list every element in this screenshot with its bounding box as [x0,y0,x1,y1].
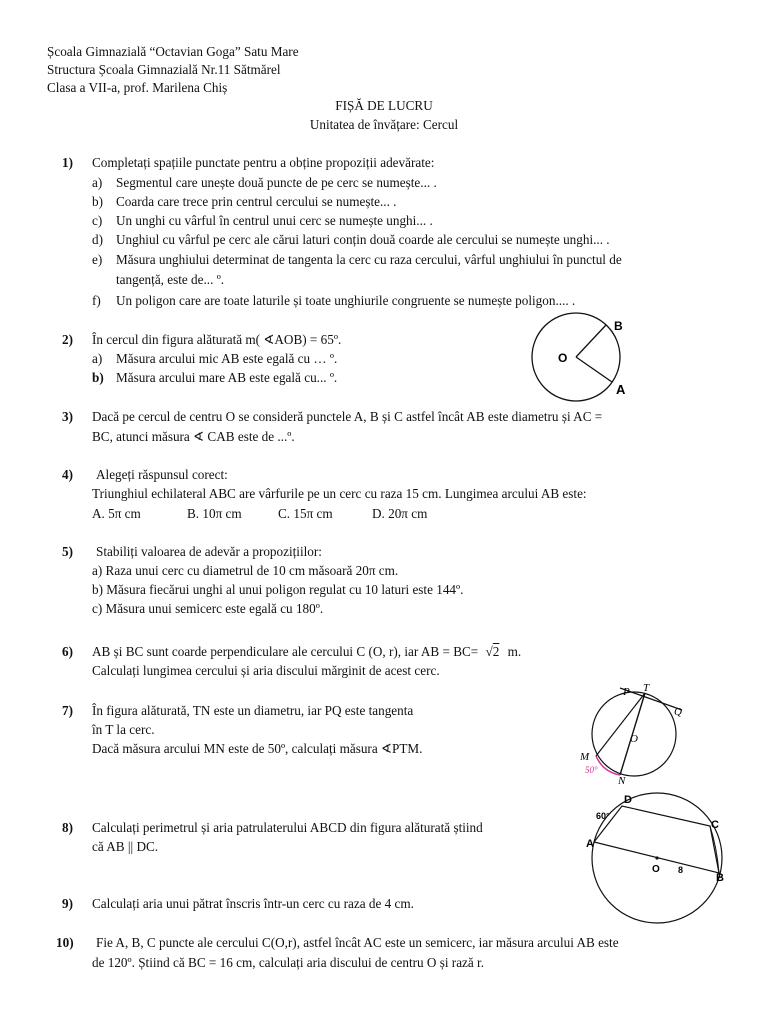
q1-c-label: c) [92,213,103,228]
q4-option-a: A. 5π cm [92,506,141,521]
class-teacher: Clasa a VII-a, prof. Marilena Chiș [47,80,228,95]
q2-label-b: B [614,319,623,333]
q7-chord-tm [596,693,645,756]
q5-item-a: a) Raza unui cerc cu diametrul de 10 cm măsoară 20π cm. [92,563,399,578]
q2-a-label: a) [92,351,103,366]
q7-label-angle: 50° [585,765,598,775]
q7-label-m: M [580,751,590,763]
q8-label-b: B [716,872,724,884]
q6-line1-unit: m. [507,644,522,659]
q8-line2: că AB || DC. [92,839,159,854]
q8-label-angle: 60° [596,811,610,821]
q3-line1: Dacă pe cercul de centru O se consideră punctele A, B și C astfel încât AB este diametru și AC = [92,409,603,424]
q8-line1: Calculați perimetrul și aria patrulaterului ABCD din figura alăturată știind [92,820,483,835]
q2-label-a: A [616,382,626,397]
q8-label-c: C [711,819,719,831]
q2-a-text: Măsura arcului mic AB este egală cu … º. [116,351,338,366]
q8-label-o: O [652,864,660,875]
q1-d-label: d) [92,232,103,247]
q5-text: Stabiliți valoarea de adevăr a propozițiilor: [96,544,322,559]
q10-line1: Fie A, B, C puncte ale cercului C(O,r), astfel încât AC este un semicerc, iar măsura arcului AB este [96,935,619,950]
q1-e-text: Măsura unghiului determinat de tangenta la cerc cu raza cercului, vârful unghiului în punctul de [116,252,622,267]
q2-number: 2) [62,332,73,347]
q9-number: 9) [62,896,73,911]
q7-line2: în T la cerc. [92,722,155,737]
q1-number: 1) [62,155,73,170]
q6-number: 6) [62,644,73,659]
q10-number: 10) [56,935,74,950]
q4-option-d: D. 20π cm [372,506,428,521]
q4-number: 4) [62,467,73,482]
q2-b-label: b) [92,370,104,385]
q7-label-p: P [623,686,630,698]
q1-c-text: Un unghi cu vârful în centrul unui cerc se numește unghi... . [116,213,433,228]
q1-f-label: f) [92,293,101,308]
q1-a-text: Segmentul care unește două puncte de pe cerc se numește... . [116,175,437,190]
school-name: Școala Gimnazială “Octavian Goga” Satu Mare [47,44,299,59]
q6-line1 [92,643,521,661]
worksheet-title: FIȘĂ DE LUCRU [335,98,433,113]
q8-label-a: A [586,838,594,850]
q7-line3: Dacă măsura arcului MN este de 50º, calculați măsura ∢PTM. [92,741,423,756]
q5-item-b: b) Măsura fiecărui unghi al unui poligon regulat cu 10 laturi este 144º. [92,582,464,597]
q8-label-d: D [624,794,632,806]
q6-sqrt: √2 [485,644,500,659]
q8-figure [582,790,742,924]
q2-b-text: Măsura arcului mare AB este egală cu... º. [116,370,338,385]
q2-radius-oa [576,357,612,382]
q7-label-t: T [643,682,650,694]
q1-b-text: Coarda care trece prin centrul cercului se numește... . [116,194,397,209]
q1-f-text: Un poligon care are toate laturile și toate unghiurile congruente se numește poligon.... . [116,293,576,308]
q4-option-c: C. 15π cm [278,506,333,521]
q1-a-label: a) [92,175,103,190]
q2-figure [520,312,640,402]
school-structure: Structura Școala Gimnazială Nr.11 Sătmărel [47,62,281,77]
q5-number: 5) [62,544,73,559]
q6-line2: Calculați lungimea cercului și aria discului mărginit de acest cerc. [92,663,440,678]
q4-line: Triunghiul echilateral ABC are vârfurile pe un cerc cu raza 15 cm. Lungimea arcului AB este: [92,486,587,501]
q7-label-o: O [630,733,638,745]
q9-text: Calculați aria unui pătrat înscris într-un cerc cu raza de 4 cm. [92,896,414,911]
q7-line1: În figura alăturată, TN este un diametru, iar PQ este tangenta [92,703,414,718]
q2-text: În cercul din figura alăturată m( ∢AOB) = 65º. [92,332,342,347]
q2-label-o: O [558,351,568,365]
q7-number: 7) [62,703,73,718]
q5-item-c: c) Măsura unui semicerc este egală cu 180º. [92,601,324,616]
q8-number: 8) [62,820,73,835]
q8-quadrilateral [594,806,719,873]
q1-text: Completați spațiile punctate pentru a obține propoziții adevărate: [92,155,435,170]
q3-line2: BC, atunci măsura ∢ CAB este de ...º. [92,429,295,444]
q1-b-label: b) [92,194,103,209]
q10-line2: de 120º. Știind că BC = 16 cm, calculați aria discului de centru O și rază r. [92,955,485,970]
q7-label-q: Q [674,706,682,718]
q7-figure [572,680,692,784]
q3-number: 3) [62,409,73,424]
q1-e-text-cont: tangență, este de... º. [116,272,225,287]
q8-label-radius: 8 [678,865,684,875]
q6-sqrt-value: 2 [492,644,500,659]
q8-center-point [655,856,658,859]
q4-option-b: B. 10π cm [187,506,242,521]
worksheet-unit: Unitatea de învățare: Cercul [309,117,459,132]
q1-e-label: e) [92,252,103,267]
q6-line1-text: AB și BC sunt coarde perpendiculare ale cercului C (O, r), iar AB = BC= [92,644,479,659]
q7-label-n: N [618,775,626,784]
q2-radius-ob [576,325,606,357]
q1-d-text: Unghiul cu vârful pe cerc ale cărui laturi conțin două coarde ale cercului se numește unghi... . [116,232,610,247]
q4-text: Alegeți răspunsul corect: [96,467,228,482]
